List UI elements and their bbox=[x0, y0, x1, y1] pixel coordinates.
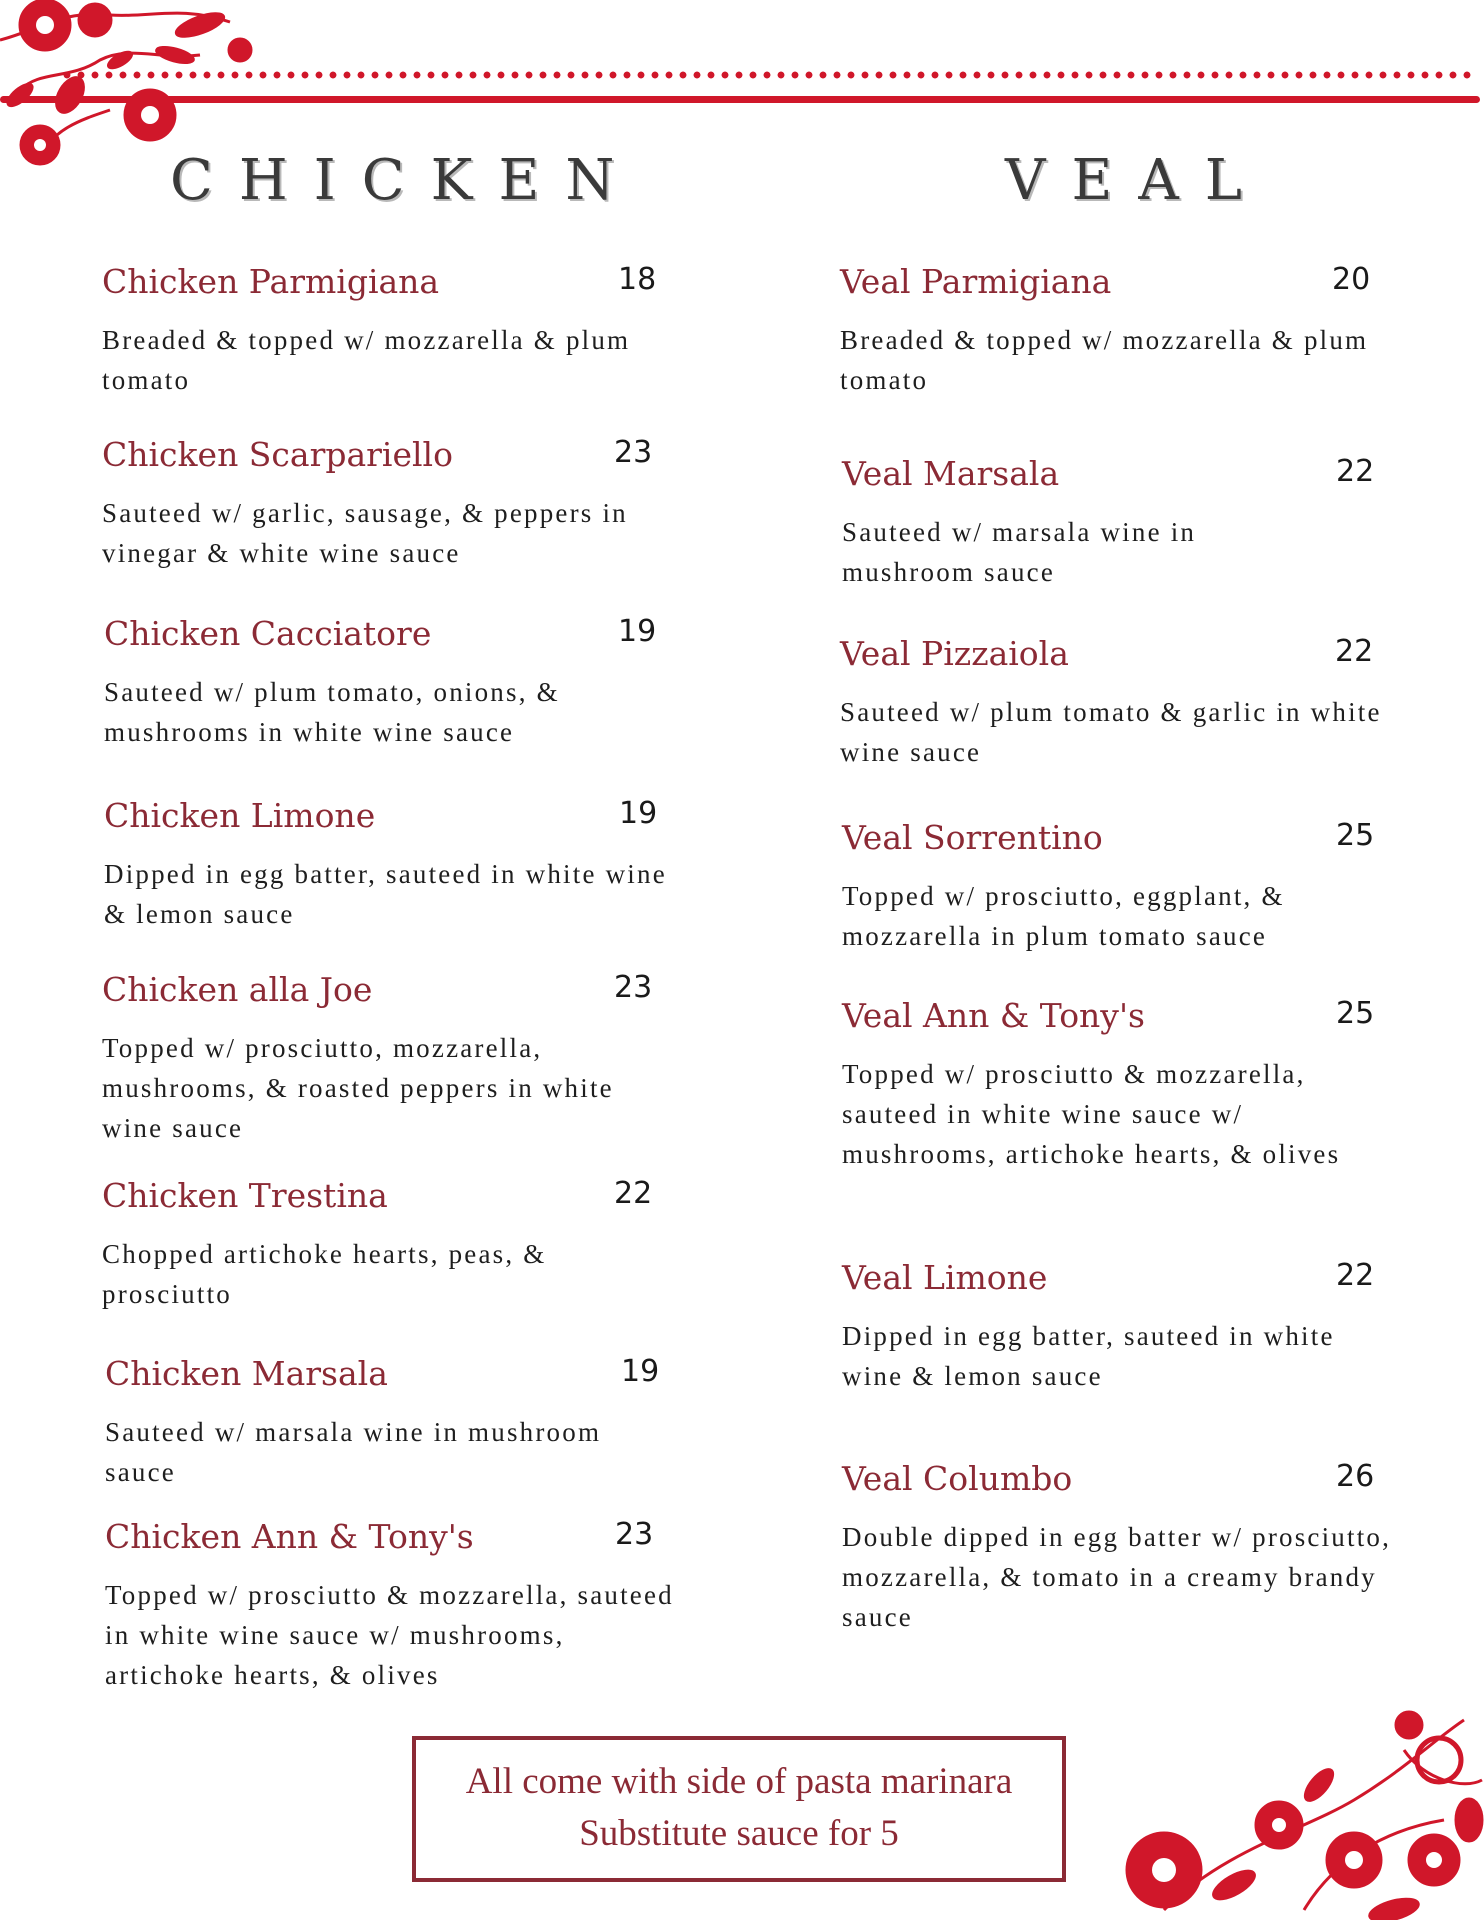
menu-item-chicken-ann-and-tonys bbox=[105, 1517, 675, 1695]
item-price: 26 bbox=[1336, 1459, 1375, 1494]
item-name: Chicken Trestina bbox=[102, 1176, 388, 1215]
menu-item-veal-parmigiana bbox=[840, 262, 1410, 400]
item-name: Chicken Marsala bbox=[105, 1354, 388, 1393]
item-price: 22 bbox=[614, 1176, 653, 1211]
menu-item-chicken-trestina bbox=[102, 1176, 672, 1314]
item-price: 19 bbox=[618, 614, 657, 649]
item-price: 22 bbox=[1336, 454, 1375, 489]
menu-item-chicken-parmigiana bbox=[102, 262, 672, 400]
item-description: Sauteed w/ plum tomato, onions, & mushrooms in white wine sauce bbox=[104, 677, 560, 747]
item-description: Breaded & topped w/ mozzarella & plum tomato bbox=[102, 325, 631, 395]
item-price: 25 bbox=[1336, 996, 1375, 1031]
item-description: Dipped in egg batter, sauteed in white wine & lemon sauce bbox=[842, 1321, 1335, 1391]
menu-item-chicken-limone bbox=[104, 796, 674, 934]
item-name: Chicken Limone bbox=[104, 796, 376, 835]
menu-item-chicken-marsala bbox=[105, 1354, 675, 1492]
item-name: Veal Columbo bbox=[842, 1459, 1073, 1498]
item-price: 22 bbox=[1335, 634, 1374, 669]
section-title-chicken: CHICKEN bbox=[170, 148, 641, 213]
item-description: Topped w/ prosciutto & mozzarella, sauteed in white wine sauce w/ mushrooms, artichoke hearts, & olives bbox=[105, 1580, 674, 1690]
item-name: Chicken Parmigiana bbox=[102, 262, 440, 301]
note-pasta-marinara: All come with side of pasta marinara bbox=[465, 1761, 1013, 1802]
menu-item-veal-sorrentino bbox=[842, 818, 1412, 956]
menu-item-veal-limone bbox=[842, 1258, 1412, 1396]
menu-item-chicken-alla-joe bbox=[102, 970, 672, 1148]
item-price: 19 bbox=[619, 796, 658, 831]
item-description: Sauteed w/ marsala wine in mushroom sauce bbox=[105, 1417, 602, 1487]
item-price: 22 bbox=[1336, 1258, 1375, 1293]
item-description: Sauteed w/ garlic, sausage, & peppers in vinegar & white wine sauce bbox=[102, 498, 628, 568]
item-name: Chicken alla Joe bbox=[102, 970, 373, 1009]
item-description: Sauteed w/ marsala wine in mushroom sauce bbox=[842, 517, 1197, 587]
dotted-border bbox=[60, 71, 1475, 79]
menu-item-chicken-cacciatore bbox=[104, 614, 674, 752]
item-name: Veal Pizzaiola bbox=[840, 634, 1069, 673]
item-description: Topped w/ prosciutto, mozzarella, mushrooms, & roasted peppers in white wine sauce bbox=[102, 1033, 614, 1143]
item-name: Chicken Ann & Tony's bbox=[105, 1517, 474, 1556]
item-description: Double dipped in egg batter w/ prosciutto, mozzarella, & tomato in a creamy brandy sauce bbox=[842, 1522, 1392, 1632]
item-name: Veal Parmigiana bbox=[840, 262, 1112, 301]
item-name: Veal Limone bbox=[842, 1258, 1048, 1297]
item-description: Sauteed w/ plum tomato & garlic in white wine sauce bbox=[840, 697, 1382, 767]
menu-item-veal-marsala bbox=[842, 454, 1412, 592]
note-substitute-sauce: Substitute sauce for 5 bbox=[579, 1813, 899, 1854]
item-name: Veal Ann & Tony's bbox=[842, 996, 1145, 1035]
item-name: Veal Sorrentino bbox=[842, 818, 1103, 857]
floral-corner-bottom-right-icon bbox=[1104, 1710, 1484, 1920]
item-description: Topped w/ prosciutto, eggplant, & mozzarella in plum tomato sauce bbox=[842, 881, 1285, 951]
item-name: Chicken Scarpariello bbox=[102, 435, 453, 474]
item-name: Chicken Cacciatore bbox=[104, 614, 432, 653]
menu-item-chicken-scarpariello bbox=[102, 435, 672, 573]
menu-item-veal-pizzaiola bbox=[840, 634, 1410, 772]
menu-item-veal-ann-and-tonys bbox=[842, 996, 1412, 1174]
header-rule bbox=[0, 96, 1480, 103]
item-price: 23 bbox=[614, 435, 653, 470]
section-title-veal: VEAL bbox=[1005, 148, 1268, 213]
item-price: 25 bbox=[1336, 818, 1375, 853]
item-price: 23 bbox=[614, 970, 653, 1005]
menu-item-veal-columbo bbox=[842, 1459, 1412, 1637]
side-note-box bbox=[412, 1736, 1066, 1882]
item-price: 18 bbox=[618, 262, 657, 297]
item-description: Dipped in egg batter, sauteed in white wine & lemon sauce bbox=[104, 859, 667, 929]
item-description: Chopped artichoke hearts, peas, & prosciutto bbox=[102, 1239, 547, 1309]
item-price: 20 bbox=[1332, 262, 1371, 297]
item-description: Topped w/ prosciutto & mozzarella, sauteed in white wine sauce w/ mushrooms, artichoke hearts, & olives bbox=[842, 1059, 1341, 1169]
item-price: 23 bbox=[615, 1517, 654, 1552]
item-name: Veal Marsala bbox=[842, 454, 1060, 493]
item-price: 19 bbox=[621, 1354, 660, 1389]
item-description: Breaded & topped w/ mozzarella & plum tomato bbox=[840, 325, 1369, 395]
